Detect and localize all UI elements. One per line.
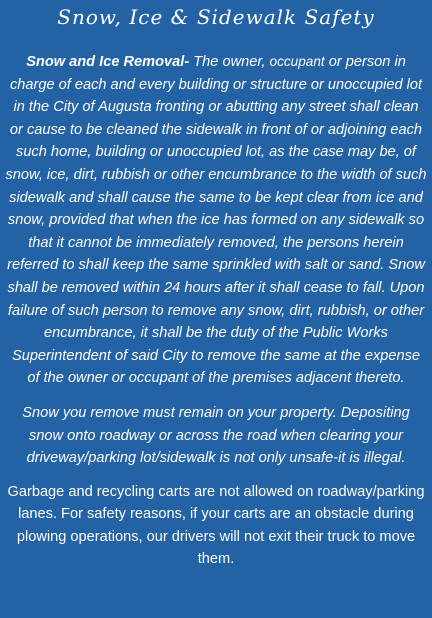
snow-ice-removal-paragraph xyxy=(5,51,427,390)
removal-lead: Snow and Ice Removal- xyxy=(26,54,190,70)
removal-text-rest: or person in charge of each and every building or structure or unoccupied lot in the City of Augusta fronting or abutting any street shall clean or cause to be cleaned the sidewalk in front of or adjoining each such home, building or unoccupied lot, as the case may be, of snow, ice, dirt, rubbish or other encumbrance to the width of such sidewalk and shall cause the same to be kept clear from ice and snow, provided that when the ice has formed on any sidewalk so that it cannot be immediately removed, the persons herein referred to shall keep the same sprinkled with salt or sand. Snow shall be removed within 24 hours after it shall cease to fall. Upon failure of such person to remove any snow, dirt, rubbish, or other encumbrance, it shall be the duty of the Public Works Superintendent of said City to remove the same at the expense of the owner or occupant of the premises adjacent thereto. xyxy=(5,54,427,387)
page-title: Snow, Ice & Sidewalk Safety xyxy=(57,5,375,29)
property-notice-paragraph: Snow you remove must remain on your property. Depositing snow onto roadway or across the road when clearing your driveway/parking lot/sidewalk is not only unsafe-it is illegal. xyxy=(22,404,410,467)
removal-text-start: The owner, xyxy=(189,54,270,70)
removal-occupant-word: occupant xyxy=(269,54,325,69)
carts-notice-paragraph: Garbage and recycling carts are not allowed on roadway/parking lanes. For safety reasons, if your carts are an obstacle during plowing operations, our drivers will not exit their truck to move them. xyxy=(7,483,425,568)
